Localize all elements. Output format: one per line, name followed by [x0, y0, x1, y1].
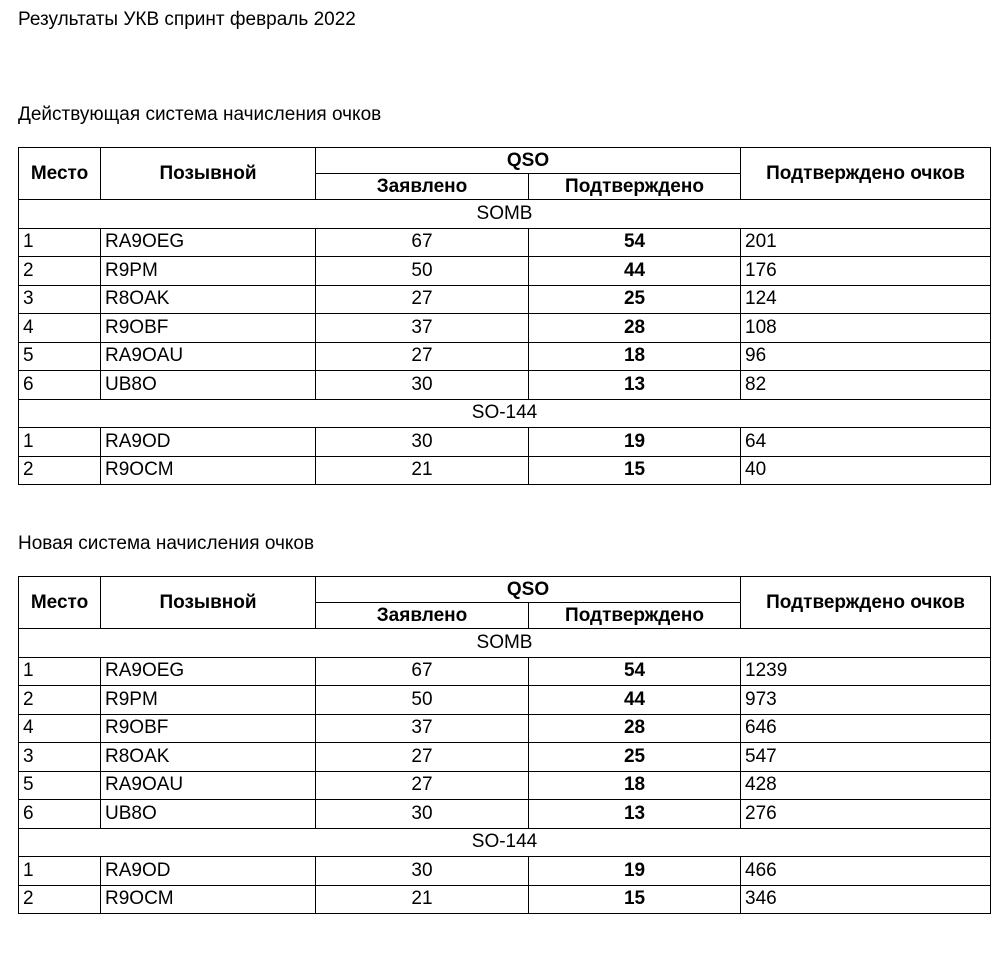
cell-callsign: R9OBF	[101, 714, 316, 743]
cell-confirmed: 44	[529, 686, 741, 715]
cell-claimed: 27	[316, 285, 529, 314]
cell-place: 1	[19, 228, 101, 257]
col-header-place: Место	[19, 148, 101, 200]
cell-callsign: RA9OEG	[101, 657, 316, 686]
cell-place: 3	[19, 743, 101, 772]
cell-place: 2	[19, 257, 101, 286]
cell-callsign: RA9OEG	[101, 228, 316, 257]
result-row	[19, 800, 991, 829]
cell-points: 82	[741, 371, 991, 400]
col-header-place: Место	[19, 577, 101, 629]
result-row	[19, 428, 991, 457]
cell-confirmed: 28	[529, 714, 741, 743]
cell-place: 1	[19, 428, 101, 457]
cell-place: 2	[19, 456, 101, 485]
col-header-points: Подтверждено очков	[741, 577, 991, 629]
cell-confirmed: 13	[529, 800, 741, 829]
result-row	[19, 686, 991, 715]
col-header-qso: QSO	[316, 148, 741, 174]
result-row	[19, 657, 991, 686]
cell-confirmed: 19	[529, 428, 741, 457]
result-row	[19, 743, 991, 772]
col-header-callsign: Позывной	[101, 577, 316, 629]
group-row	[19, 200, 991, 229]
table-body	[19, 629, 991, 914]
group-label: SO-144	[19, 399, 991, 428]
group-row	[19, 399, 991, 428]
cell-points: 124	[741, 285, 991, 314]
cell-claimed: 67	[316, 228, 529, 257]
cell-points: 973	[741, 686, 991, 715]
cell-claimed: 37	[316, 714, 529, 743]
cell-place: 6	[19, 371, 101, 400]
cell-callsign: R9OCM	[101, 885, 316, 914]
cell-points: 40	[741, 456, 991, 485]
cell-confirmed: 15	[529, 885, 741, 914]
cell-confirmed: 44	[529, 257, 741, 286]
results-table-new-system	[18, 576, 991, 914]
cell-place: 4	[19, 714, 101, 743]
section-heading-new-system: Новая система начисления очков	[18, 533, 315, 554]
result-row	[19, 285, 991, 314]
cell-callsign: RA9OAU	[101, 771, 316, 800]
cell-claimed: 27	[316, 771, 529, 800]
cell-callsign: R9OBF	[101, 314, 316, 343]
cell-points: 201	[741, 228, 991, 257]
col-header-claimed: Заявлено	[316, 174, 529, 200]
cell-points: 547	[741, 743, 991, 772]
col-header-confirmed: Подтверждено	[529, 603, 741, 629]
group-label: SO-144	[19, 828, 991, 857]
cell-place: 6	[19, 800, 101, 829]
cell-points: 64	[741, 428, 991, 457]
cell-claimed: 50	[316, 686, 529, 715]
page-title: Результаты УКВ спринт февраль 2022	[18, 9, 356, 30]
cell-points: 276	[741, 800, 991, 829]
cell-place: 2	[19, 885, 101, 914]
cell-place: 1	[19, 657, 101, 686]
result-row	[19, 228, 991, 257]
cell-place: 5	[19, 771, 101, 800]
cell-points: 176	[741, 257, 991, 286]
result-row	[19, 714, 991, 743]
cell-points: 346	[741, 885, 991, 914]
cell-callsign: R9PM	[101, 257, 316, 286]
group-label: SOMB	[19, 629, 991, 658]
cell-confirmed: 54	[529, 657, 741, 686]
cell-place: 5	[19, 342, 101, 371]
cell-claimed: 67	[316, 657, 529, 686]
cell-place: 2	[19, 686, 101, 715]
cell-claimed: 21	[316, 885, 529, 914]
cell-confirmed: 15	[529, 456, 741, 485]
cell-callsign: UB8O	[101, 371, 316, 400]
cell-place: 4	[19, 314, 101, 343]
result-row	[19, 342, 991, 371]
col-header-points: Подтверждено очков	[741, 148, 991, 200]
cell-points: 1239	[741, 657, 991, 686]
cell-claimed: 37	[316, 314, 529, 343]
col-header-claimed: Заявлено	[316, 603, 529, 629]
result-row	[19, 885, 991, 914]
cell-points: 428	[741, 771, 991, 800]
result-row	[19, 257, 991, 286]
cell-callsign: R8OAK	[101, 743, 316, 772]
cell-claimed: 30	[316, 857, 529, 886]
cell-place: 3	[19, 285, 101, 314]
cell-points: 108	[741, 314, 991, 343]
col-header-confirmed: Подтверждено	[529, 174, 741, 200]
cell-points: 646	[741, 714, 991, 743]
cell-claimed: 21	[316, 456, 529, 485]
group-row	[19, 629, 991, 658]
group-row	[19, 828, 991, 857]
cell-claimed: 30	[316, 428, 529, 457]
table-header	[19, 148, 991, 200]
cell-callsign: R9PM	[101, 686, 316, 715]
col-header-callsign: Позывной	[101, 148, 316, 200]
result-row	[19, 314, 991, 343]
cell-confirmed: 28	[529, 314, 741, 343]
cell-claimed: 30	[316, 800, 529, 829]
cell-claimed: 30	[316, 371, 529, 400]
cell-callsign: R9OCM	[101, 456, 316, 485]
cell-place: 1	[19, 857, 101, 886]
cell-confirmed: 18	[529, 342, 741, 371]
cell-confirmed: 54	[529, 228, 741, 257]
table-header	[19, 577, 991, 629]
cell-confirmed: 18	[529, 771, 741, 800]
cell-points: 466	[741, 857, 991, 886]
result-row	[19, 456, 991, 485]
table-body	[19, 200, 991, 485]
cell-claimed: 50	[316, 257, 529, 286]
result-row	[19, 371, 991, 400]
result-row	[19, 857, 991, 886]
cell-confirmed: 19	[529, 857, 741, 886]
cell-callsign: RA9OD	[101, 428, 316, 457]
cell-confirmed: 25	[529, 743, 741, 772]
results-table-current-system	[18, 147, 991, 485]
cell-points: 96	[741, 342, 991, 371]
cell-claimed: 27	[316, 743, 529, 772]
result-row	[19, 771, 991, 800]
cell-callsign: RA9OD	[101, 857, 316, 886]
cell-callsign: RA9OAU	[101, 342, 316, 371]
col-header-qso: QSO	[316, 577, 741, 603]
section-heading-current-system: Действующая система начисления очков	[18, 104, 382, 125]
cell-callsign: UB8O	[101, 800, 316, 829]
group-label: SOMB	[19, 200, 991, 229]
cell-confirmed: 25	[529, 285, 741, 314]
cell-confirmed: 13	[529, 371, 741, 400]
cell-claimed: 27	[316, 342, 529, 371]
cell-callsign: R8OAK	[101, 285, 316, 314]
